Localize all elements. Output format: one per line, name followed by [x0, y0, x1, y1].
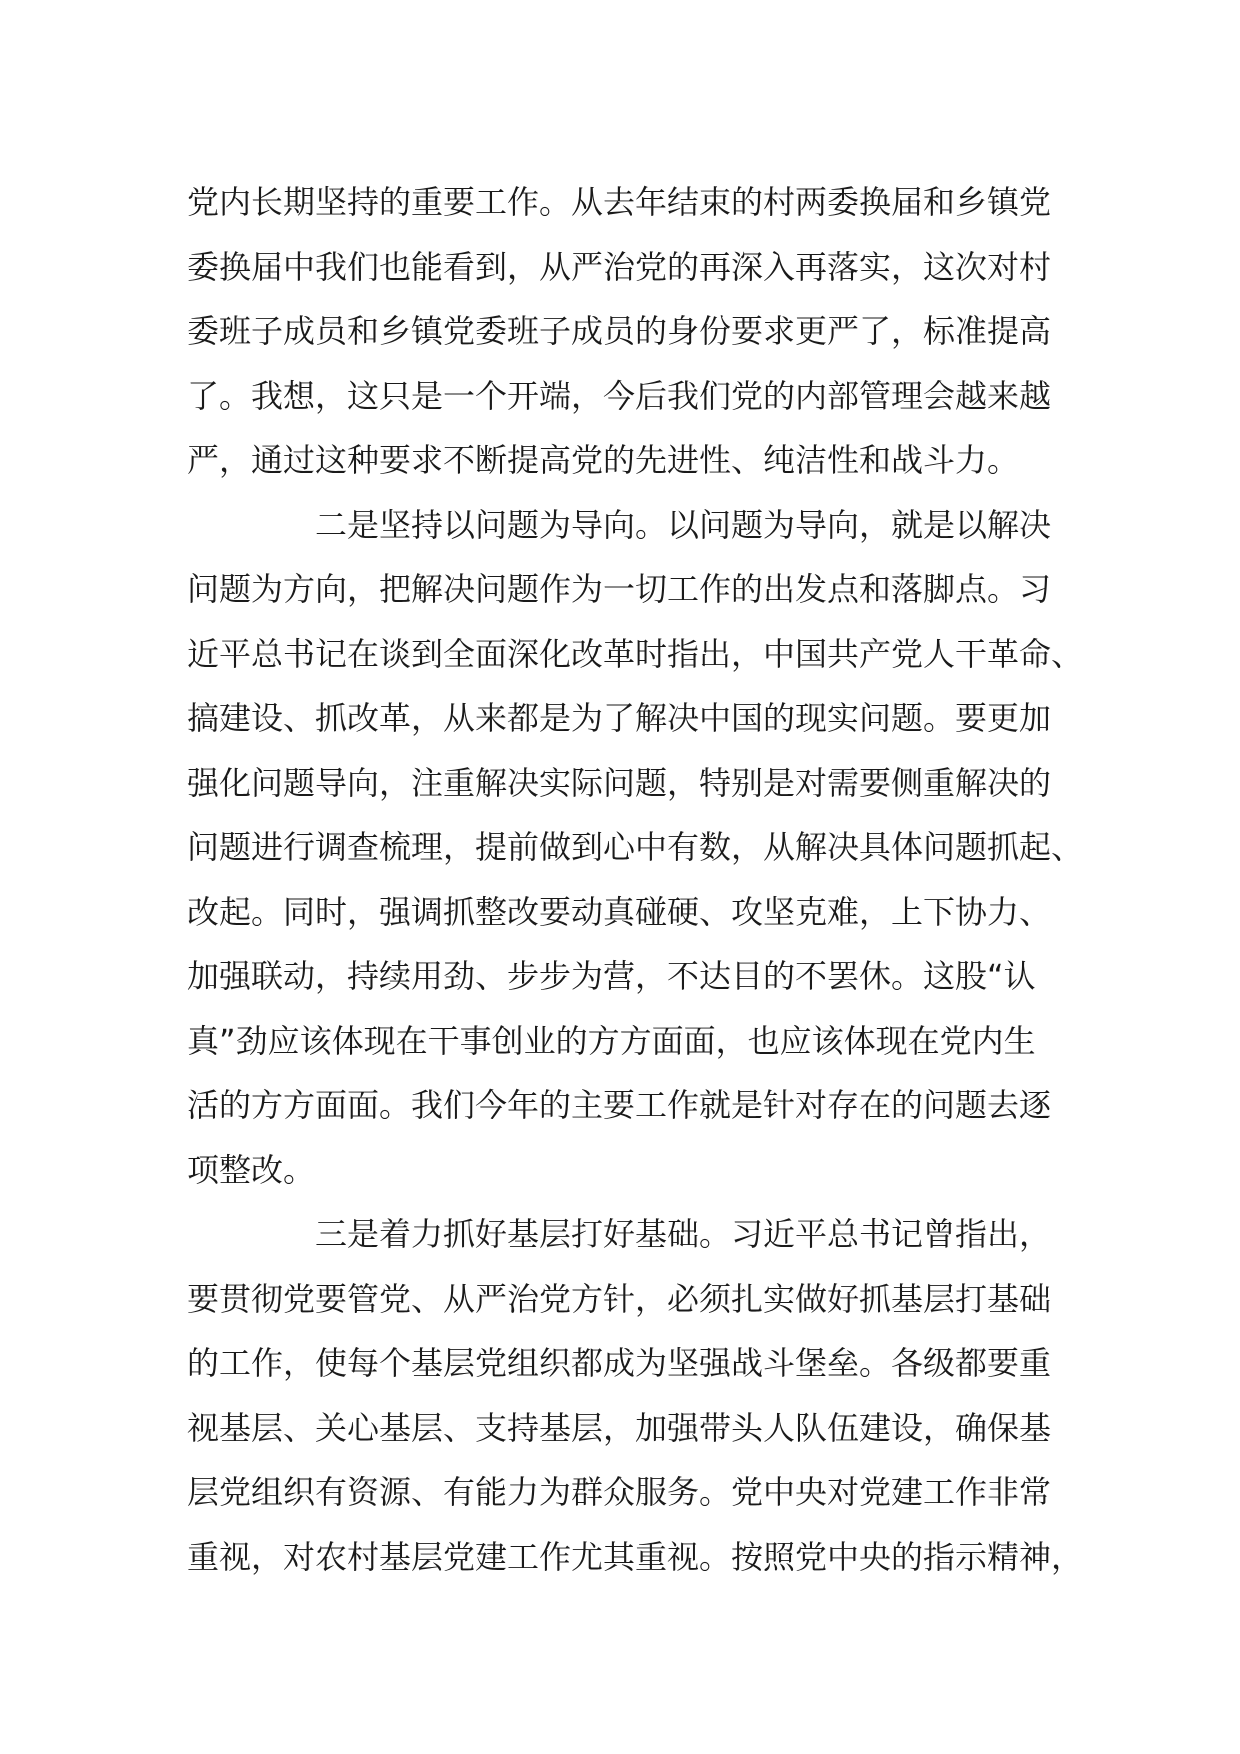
paragraph-start-line: 三是着力抓好基层打好基础。习近平总书记曾指出， — [315, 1215, 1052, 1253]
text-line: 项整改。 — [187, 1150, 316, 1189]
text-line: 的工作，使每个基层党组织都成为坚强战斗堡垒。各级都要重 — [187, 1344, 1052, 1382]
paragraph-start-line: 二是坚持以问题为导向。以问题为导向，就是以解决 — [315, 505, 1052, 544]
text-line: 了。我想，这只是一个开端，今后我们党的内部管理会越来越 — [187, 376, 1052, 415]
document-body — [187, 170, 1087, 1589]
text-line: 委班子成员和乡镇党委班子成员的身份要求更严了，标准提高 — [187, 312, 1052, 350]
text-line: 改起。同时，强调抓整改要动真碰硬、攻坚克难，上下协力、 — [187, 892, 1052, 931]
text-line: 严，通过这种要求不断提高党的先进性、纯洁性和战斗力。 — [187, 441, 1020, 479]
text-line: 问题进行调查梳理，提前做到心中有数，从解决具体问题抓起、 — [187, 828, 1084, 866]
text-line: 视基层、关心基层、支持基层，加强带头人队伍建设，确保基 — [187, 1408, 1052, 1447]
text-line: 搞建设、抓改革，从来都是为了解决中国的现实问题。要更加 — [187, 699, 1052, 737]
text-line: 加强联动，持续用劲、步步为营，不达目的不罢休。这股“认 — [187, 957, 1036, 995]
text-line: 要贯彻党要管党、从严治党方针，必须扎实做好抓基层打基础 — [187, 1279, 1052, 1318]
text-line: 问题为方向，把解决问题作为一切工作的出发点和落脚点。习 — [187, 570, 1052, 608]
text-line: 委换届中我们也能看到，从严治党的再深入再落实，这次对村 — [187, 247, 1052, 286]
text-line: 层党组织有资源、有能力为群众服务。党中央对党建工作非常 — [187, 1473, 1052, 1511]
text-line: 强化问题导向，注重解决实际问题，特别是对需要侧重解决的 — [187, 763, 1052, 802]
text-line: 真”劲应该体现在干事创业的方方面面，也应该体现在党内生 — [187, 1021, 1036, 1060]
text-line: 党内长期坚持的重要工作。从去年结束的村两委换届和乡镇党 — [187, 183, 1052, 221]
text-line: 活的方方面面。我们今年的主要工作就是针对存在的问题去逐 — [187, 1086, 1052, 1124]
text-line: 近平总书记在谈到全面深化改革时指出，中国共产党人干革命、 — [187, 634, 1084, 673]
text-line: 重视，对农村基层党建工作尤其重视。按照党中央的指示精神， — [187, 1537, 1084, 1576]
